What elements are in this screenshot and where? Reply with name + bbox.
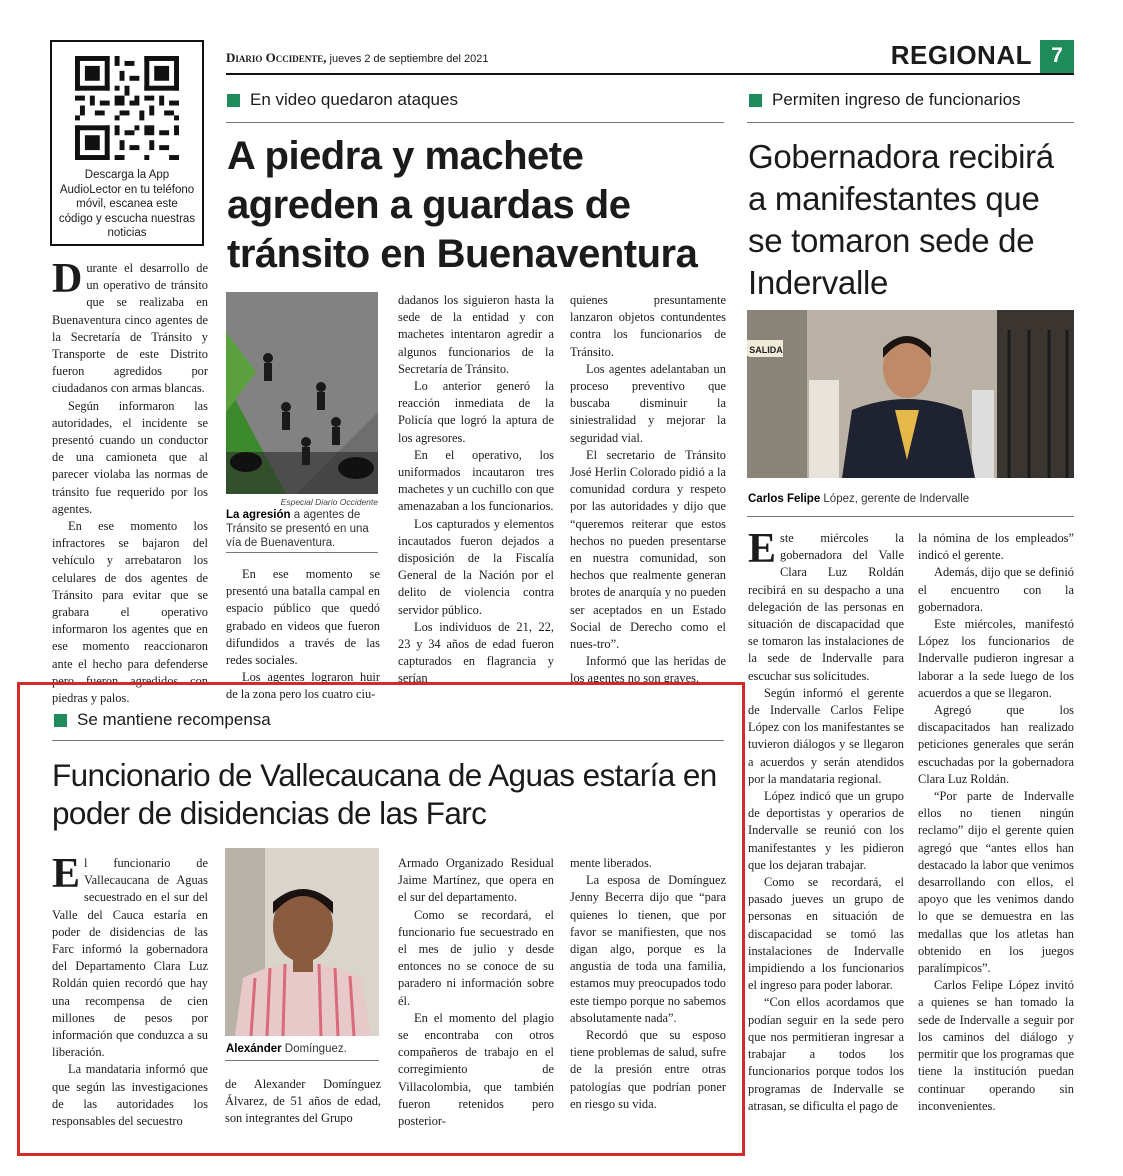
qr-code-icon xyxy=(75,56,179,160)
story1-caption: La agresión a agentes de Tránsito se presentó en una vía de Buenaventura. xyxy=(226,509,369,549)
story3-photo xyxy=(225,848,379,1036)
story2-column-1: E ste miércoles la gobernadora del Valle Clara Luz Roldán recibirá en su despacho a una delegación de las personas en situación de discapacidad que se tomaron las instalaciones de la sede de Indervalle para escuchar sus solicitudes. Según informó el gerente de Indervalle Carlos Felipe López con los manifestantes se tuvieron diálogos y se llegaron a acuerdos y serán atendidos por la mandataria regional. López indicó que un grupo de deportistas y operarios de Indervalle se reunió con los manifestantes y les pidieron que los dejaran trabajar. Como se recordará, el pasado jueves un grupo de personas en situación de discapacidad se tomó las instalaciones de Indervalle impidiendo a los funcionarios el ingreso para poder laborar. “Con ellos acordamos que podían seguir en la sede pero que nos permitieran ingresar a trabajar a todos los funcionarios porque todos los programas de Indervalle se atrasan, se dificulta el pago de xyxy=(748,526,904,1113)
story3-column-1: E l funcionario de Vallecaucana de Aguas secuestrado en el sur del Valle del Cauca estaría en poder de disidencias de las Farc informó la gobernadora del Departamento Clara Luz Roldán quien recordó que hay una recompensa de cien millones de pesos por información que conduzca a su liberación. La mandataria informó que que según las investigaciones de las autoridades los responsables del secuestro xyxy=(52,851,208,1129)
story2-photo-sign: SALIDA xyxy=(749,345,783,355)
qr-promo-text: Descarga la App AudioLector en tu teléfono móvil, escanea este código y escucha nuestras noticias xyxy=(58,169,196,239)
story1-column-2: En ese momento se presentó una batalla campal en espacio público que quedó grabado en videos que fueron difundidos a través de las redes sociales. Los agentes lograron huir de la zona pero los cuatro ciu- xyxy=(226,567,380,702)
story1-headline: A piedra y machete agreden a guardas de tránsito en Buenaventura xyxy=(227,134,698,276)
story2-kicker: Permiten ingreso de funcionarios xyxy=(749,90,1021,110)
story2-column-2: la nómina de los empleados” indicó el gerente. Además, dijo que se definió el encuentro con la gobernadora. Este miércoles, manifestó López los funcionarios de Indervalle pudieron ingresar a laborar a la sede luego de los acuerdos a que se llegaron. Agregó que los discapacitados han realizado peticiones generales que serán escuchadas por la gobernadora Clara Luz Roldán. “Por parte de Indervalle ellos no tienen ningún reclamo” dijo el gerente quien agregó que “antes ellos han destacado la labor que venimos desarrollando con ellos, el apoyo que les venimos dando lo que se demuestra en las medallas que los atletas han obtenido en los juegos paralímpicos”. Carlos Felipe López invitó a quienes se han tomado la sede de Indervalle a seguir por los caminos del diálogo y permitir que los programas que tiene la institución puedan continuar operando sin inconvenientes. xyxy=(918,531,1074,1113)
story3-column-2: de Alexander Domínguez Álvarez, de 51 años de edad, son integrantes del Grupo xyxy=(225,1077,381,1126)
issue-date: jueves 2 de septiembre del 2021 xyxy=(329,53,489,65)
story2-caption: Carlos Felipe López, gerente de Indervalle xyxy=(748,493,970,505)
story1-column-4: quienes presuntamente lanzaron objetos contundentes contra los funcionarios de Tránsito. Los agentes adelantaban un proceso preventivo que buscaba disminuir la siniestralidad y mejorar la seguridad vial. El secretario de Tránsito José Herlin Colorado pidió a la comunidad cordura y respeto por las autoridades y dijo que “queremos reiterar que estos hechos no pueden presentarse en nuestra comunidad, son hechos que realmente generan brotes de anarquía y no pueden ser aceptados en un Estado Social de Derecho como el nues-tro”. Informó que las heridas de los agentes no son graves. xyxy=(570,293,726,686)
story3-column-3: Armado Organizado Residual Jaime Martínez, que opera en el sur del departamento. Como se recordará, el funcionario fue secuestrado en el mes de julio y desde entonces no se conoce de su paradero ni información sobre él. En el momento del plagio se encontraba con otros compañeros de trabajo en el corregimiento de Villacolombia, que también fueron retenidos pero posterior- xyxy=(398,856,554,1129)
page-number: 7 xyxy=(1040,40,1074,74)
story1-column-3: dadanos los siguieron hasta la sede de la entidad y con machetes intentaron agredir a algunos funcionarios de la Secretaría de Tránsito. Lo anterior generó la reacción inmediata de la Policía que logró la aptura de los agresores. En el operativo, los uniformados incautaron tres machetes y un cuchillo con que amenazaban a los funcionarios. Los capturados y elementos incautados fueron dejados a disposición de la Fiscalía General de la Nación por el delito de violencia contra servidor público. Los individuos de 21, 22, 23 y 34 años de edad fueron capturados en flagrancia y serían xyxy=(398,293,554,686)
story2-photo xyxy=(747,310,1074,478)
story3-headline: Funcionario de Vallecaucana de Aguas estaría en poder de disidencias de las Farc xyxy=(52,757,717,831)
qr-promo-box xyxy=(50,40,204,246)
kicker-square-icon xyxy=(227,94,240,107)
story3-kicker: Se mantiene recompensa xyxy=(54,710,271,730)
kicker-square-icon xyxy=(54,714,67,727)
masthead xyxy=(226,40,1074,76)
story1-column-1: D urante el desarrollo de un operativo de tránsito que se realizaba en Buenaventura cinco agentes de la Secretaría de Tránsito y Transporte de este Distrito fueron agredidos por ciudadanos con armas blancas. Según informaron las autoridades, el incidente se presentó cuando un conductor de una camioneta que al parecer violaba las normas de tránsito fue requerido por los agentes. En ese momento los infractores se bajaron del vehículo y arrebataron los celulares de dos agentes de Tránsito para evitar que se grabara el operativo informaron los agentes que en ese momento reaccionaron ante el hecho para defenderse pero fueron agredidos con piedras y palos. xyxy=(52,256,208,706)
section-title: REGIONAL xyxy=(890,40,1032,70)
paper-name: Diario Occidente, xyxy=(226,50,327,65)
story1-photo xyxy=(226,292,378,494)
story1-photo-credit: Especial Diario Occidente xyxy=(280,497,378,507)
story2-headline: Gobernadora recibirá a manifestantes que se tomaron sede de Indervalle xyxy=(748,138,1054,301)
story3-column-4: mente liberados. La esposa de Domínguez Jenny Becerra dijo que “para quienes lo tienen, que por favor se manifiesten, que nos digan algo, porque es la angustia de toda una familia, estamos muy preocupados todo este tiempo porque no sabemos absolutamente nada”. Recordó que su esposo tiene problemas de salud, sufre de la presión entre otras patologías que podrían poner en riesgo su vida. xyxy=(570,856,726,1111)
story3-caption: Alexánder Domínguez. xyxy=(226,1043,347,1055)
story1-kicker: En video quedaron ataques xyxy=(227,90,458,110)
kicker-square-icon xyxy=(749,94,762,107)
